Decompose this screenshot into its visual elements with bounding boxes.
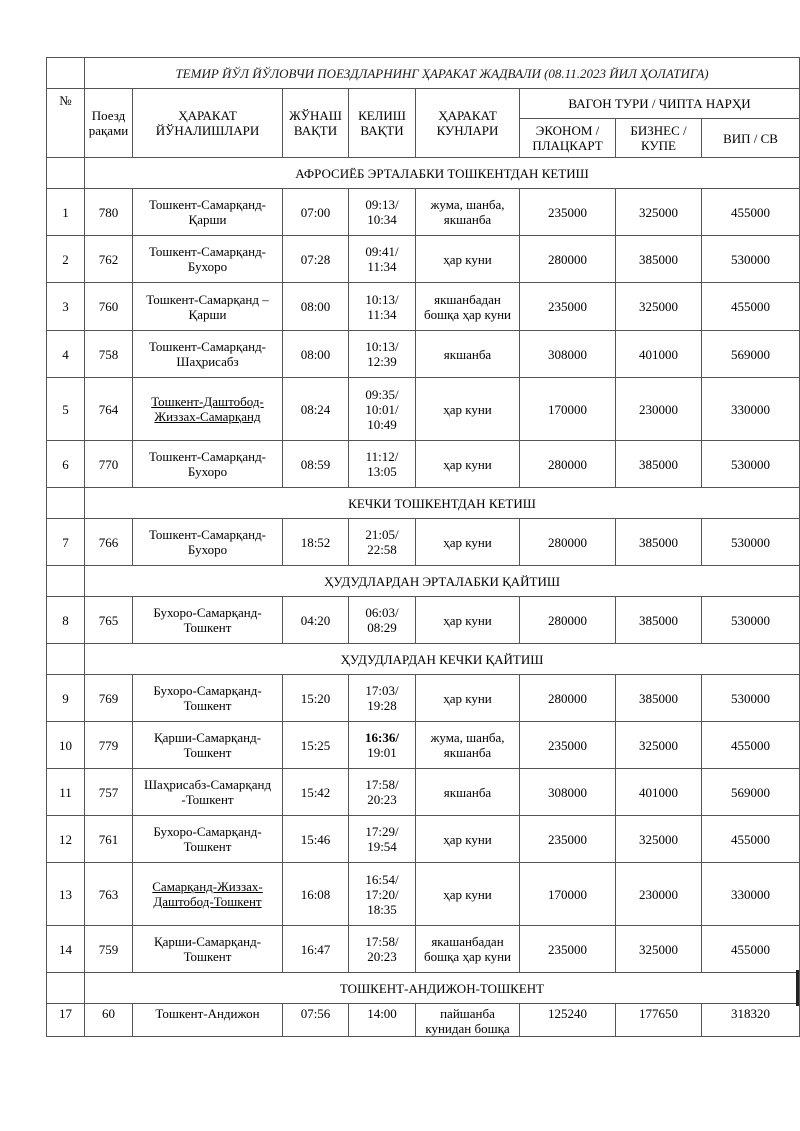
- operating-days: пайшанба кунидан бошқа: [416, 1004, 520, 1037]
- arrival-time: 17:29/ 19:54: [349, 816, 416, 863]
- arrival-time: 17:03/ 19:28: [349, 675, 416, 722]
- price-vip: 455000: [702, 926, 800, 973]
- train-number: 60: [85, 1004, 133, 1037]
- price-vip: 455000: [702, 816, 800, 863]
- section-row: [47, 158, 800, 189]
- header-vip: ВИП / СВ: [702, 119, 800, 158]
- header-days: ҲАРАКАТ КУНЛАРИ: [416, 89, 520, 158]
- price-business: 177650: [616, 1004, 702, 1037]
- section-title: ҲУДУДЛАРДАН ЭРТАЛАБКИ ҚАЙТИШ: [85, 566, 800, 597]
- price-economy: 125240: [520, 1004, 616, 1037]
- table-row: [47, 236, 800, 283]
- section-empty-cell: [47, 973, 85, 1004]
- section-empty-cell: [47, 566, 85, 597]
- departure-time: 07:56: [283, 1004, 349, 1037]
- operating-days: ҳар куни: [416, 675, 520, 722]
- table-row: [47, 769, 800, 816]
- table-row: [47, 675, 800, 722]
- table-row: [47, 331, 800, 378]
- route: Самарқанд-Жиззах-Даштобод-Тошкент: [133, 863, 283, 926]
- header-route: ҲАРАКАТ ЙЎНАЛИШЛАРИ: [133, 89, 283, 158]
- price-vip: 530000: [702, 597, 800, 644]
- train-number: 762: [85, 236, 133, 283]
- route: Қарши-Самарқанд-Тошкент: [133, 926, 283, 973]
- price-business: 325000: [616, 189, 702, 236]
- departure-time: 16:47: [283, 926, 349, 973]
- departure-time: 07:28: [283, 236, 349, 283]
- section-title: АФРОСИЁБ ЭРТАЛАБКИ ТОШКЕНТДАН КЕТИШ: [85, 158, 800, 189]
- departure-time: 08:24: [283, 378, 349, 441]
- row-number: 13: [47, 863, 85, 926]
- table-row: [47, 816, 800, 863]
- table-row: [47, 378, 800, 441]
- price-economy: 235000: [520, 926, 616, 973]
- section-row: [47, 644, 800, 675]
- row-number: 5: [47, 378, 85, 441]
- section-row: [47, 488, 800, 519]
- arrival-time: 10:13/ 11:34: [349, 283, 416, 331]
- route: Тошкент-Самарқанд-Бухоро: [133, 236, 283, 283]
- price-business: 401000: [616, 769, 702, 816]
- departure-time: 16:08: [283, 863, 349, 926]
- title-row: [47, 58, 800, 89]
- header-number: №: [47, 89, 85, 158]
- departure-time: 08:00: [283, 283, 349, 331]
- train-number: 760: [85, 283, 133, 331]
- table-row: [47, 926, 800, 973]
- departure-time: 08:59: [283, 441, 349, 488]
- departure-time: 07:00: [283, 189, 349, 236]
- operating-days: ҳар куни: [416, 236, 520, 283]
- table-row: [47, 441, 800, 488]
- section-title: КЕЧКИ ТОШКЕНТДАН КЕТИШ: [85, 488, 800, 519]
- header-train: Поезд рақами: [85, 89, 133, 158]
- row-number: 1: [47, 189, 85, 236]
- table-row: [47, 1004, 800, 1037]
- price-economy: 280000: [520, 519, 616, 566]
- row-number: 3: [47, 283, 85, 331]
- train-number: 780: [85, 189, 133, 236]
- departure-time: 08:00: [283, 331, 349, 378]
- section-row: [47, 566, 800, 597]
- section-title: ҲУДУДЛАРДАН КЕЧКИ ҚАЙТИШ: [85, 644, 800, 675]
- route: Тошкент-Самарқанд-Қарши: [133, 189, 283, 236]
- price-vip: 530000: [702, 675, 800, 722]
- price-economy: 170000: [520, 378, 616, 441]
- price-business: 325000: [616, 816, 702, 863]
- operating-days: якшанбадан бошқа ҳар куни: [416, 283, 520, 331]
- operating-days: ҳар куни: [416, 816, 520, 863]
- section-empty-cell: [47, 158, 85, 189]
- price-business: 230000: [616, 863, 702, 926]
- train-number: 758: [85, 331, 133, 378]
- route: Тошкент-Самарқанд-Бухоро: [133, 519, 283, 566]
- price-vip: 330000: [702, 863, 800, 926]
- price-business: 385000: [616, 519, 702, 566]
- arrival-time: 09:35/ 10:01/ 10:49: [349, 378, 416, 441]
- departure-time: 04:20: [283, 597, 349, 644]
- operating-days: якшанба: [416, 769, 520, 816]
- route: Бухоро-Самарқанд-Тошкент: [133, 675, 283, 722]
- departure-time: 15:42: [283, 769, 349, 816]
- arrival-time: 14:00: [349, 1004, 416, 1037]
- table-row: [47, 189, 800, 236]
- price-vip: 455000: [702, 722, 800, 769]
- operating-days: ҳар куни: [416, 378, 520, 441]
- price-vip: 330000: [702, 378, 800, 441]
- row-number: 9: [47, 675, 85, 722]
- table-row: [47, 863, 800, 926]
- table-row: [47, 597, 800, 644]
- header-arrival: КЕЛИШ ВАҚТИ: [349, 89, 416, 158]
- train-number: 759: [85, 926, 133, 973]
- schedule-table: [46, 57, 800, 1037]
- operating-days: ҳар куни: [416, 519, 520, 566]
- operating-days: ҳар куни: [416, 863, 520, 926]
- price-economy: 235000: [520, 722, 616, 769]
- price-economy: 235000: [520, 189, 616, 236]
- operating-days: жума, шанба, якшанба: [416, 722, 520, 769]
- arrival-time: 09:13/ 10:34: [349, 189, 416, 236]
- section-title: ТОШКЕНТ-АНДИЖОН-ТОШКЕНТ: [85, 973, 800, 1004]
- price-vip: 455000: [702, 283, 800, 331]
- row-number: 2: [47, 236, 85, 283]
- route: Тошкент-Самарқанд – Қарши: [133, 283, 283, 331]
- price-economy: 235000: [520, 283, 616, 331]
- row-number: 14: [47, 926, 85, 973]
- arrival-time: 21:05/ 22:58: [349, 519, 416, 566]
- price-business: 325000: [616, 283, 702, 331]
- arrival-time: [349, 722, 416, 769]
- table-row: [47, 283, 800, 331]
- price-business: 385000: [616, 236, 702, 283]
- price-vip: 455000: [702, 189, 800, 236]
- train-number: 770: [85, 441, 133, 488]
- price-business: 385000: [616, 675, 702, 722]
- price-business: 325000: [616, 926, 702, 973]
- price-business: 230000: [616, 378, 702, 441]
- price-business: 401000: [616, 331, 702, 378]
- row-number: 10: [47, 722, 85, 769]
- departure-time: 15:25: [283, 722, 349, 769]
- route: Тошкент-Самарқанд-Бухоро: [133, 441, 283, 488]
- arrival-time: 09:41/ 11:34: [349, 236, 416, 283]
- arrival-time: 06:03/ 08:29: [349, 597, 416, 644]
- operating-days: ҳар куни: [416, 597, 520, 644]
- header-economy: ЭКОНОМ / ПЛАЦКАРТ: [520, 119, 616, 158]
- header-wagon-group: ВАГОН ТУРИ / ЧИПТА НАРҲИ: [520, 89, 800, 119]
- departure-time: 15:20: [283, 675, 349, 722]
- row-number: 11: [47, 769, 85, 816]
- arrival-time-second: 19:01: [367, 745, 397, 760]
- train-number: 764: [85, 378, 133, 441]
- price-vip: 530000: [702, 441, 800, 488]
- section-empty-cell: [47, 644, 85, 675]
- price-vip: 318320: [702, 1004, 800, 1037]
- train-number: 765: [85, 597, 133, 644]
- route: Тошкент-Даштобод-Жиззах-Самарқанд: [133, 378, 283, 441]
- train-number: 779: [85, 722, 133, 769]
- table-row: [47, 519, 800, 566]
- row-number: 4: [47, 331, 85, 378]
- route: Қарши-Самарқанд-Тошкент: [133, 722, 283, 769]
- route: Бухоро-Самарқанд-Тошкент: [133, 816, 283, 863]
- header-business: БИЗНЕС / КУПЕ: [616, 119, 702, 158]
- train-number: 763: [85, 863, 133, 926]
- price-economy: 280000: [520, 441, 616, 488]
- train-number: 766: [85, 519, 133, 566]
- price-economy: 280000: [520, 236, 616, 283]
- header-row-1: [47, 89, 800, 119]
- route: Бухоро-Самарқанд-Тошкент: [133, 597, 283, 644]
- price-economy: 280000: [520, 675, 616, 722]
- train-number: 761: [85, 816, 133, 863]
- section-empty-cell: [47, 488, 85, 519]
- edge-mark: [796, 970, 799, 1006]
- train-number: 757: [85, 769, 133, 816]
- price-business: 385000: [616, 441, 702, 488]
- arrival-time: 16:54/ 17:20/ 18:35: [349, 863, 416, 926]
- route: Тошкент-Андижон: [133, 1004, 283, 1037]
- price-economy: 308000: [520, 331, 616, 378]
- price-vip: 530000: [702, 519, 800, 566]
- operating-days: якшанба: [416, 331, 520, 378]
- price-business: 385000: [616, 597, 702, 644]
- train-number: 769: [85, 675, 133, 722]
- arrival-time: 10:13/ 12:39: [349, 331, 416, 378]
- price-vip: 569000: [702, 331, 800, 378]
- section-row: [47, 973, 800, 1004]
- row-number: 8: [47, 597, 85, 644]
- price-economy: 235000: [520, 816, 616, 863]
- departure-time: 15:46: [283, 816, 349, 863]
- arrival-time: 11:12/ 13:05: [349, 441, 416, 488]
- corner-cell: [47, 58, 85, 89]
- price-vip: 530000: [702, 236, 800, 283]
- arrival-time: 17:58/ 20:23: [349, 769, 416, 816]
- price-economy: 308000: [520, 769, 616, 816]
- arrival-time: 17:58/ 20:23: [349, 926, 416, 973]
- price-economy: 280000: [520, 597, 616, 644]
- operating-days: якашанбадан бошқа ҳар куни: [416, 926, 520, 973]
- price-business: 325000: [616, 722, 702, 769]
- operating-days: жума, шанба, якшанба: [416, 189, 520, 236]
- departure-time: 18:52: [283, 519, 349, 566]
- row-number: 12: [47, 816, 85, 863]
- row-number: 7: [47, 519, 85, 566]
- route: Шаҳрисабз-Самарқанд -Тошкент: [133, 769, 283, 816]
- arrival-time-first: 16:36/: [365, 730, 399, 745]
- price-vip: 569000: [702, 769, 800, 816]
- route: Тошкент-Самарқанд-Шаҳрисабз: [133, 331, 283, 378]
- row-number: 6: [47, 441, 85, 488]
- row-number: 17: [47, 1004, 85, 1037]
- header-departure: ЖЎНАШ ВАҚТИ: [283, 89, 349, 158]
- table-row: [47, 722, 800, 769]
- operating-days: ҳар куни: [416, 441, 520, 488]
- page-title: ТЕМИР ЙЎЛ ЙЎЛОВЧИ ПОЕЗДЛАРНИНГ ҲАРАКАТ ЖАДВАЛИ (08.11.2023 ЙИЛ ҲОЛАТИГА): [85, 58, 800, 89]
- price-economy: 170000: [520, 863, 616, 926]
